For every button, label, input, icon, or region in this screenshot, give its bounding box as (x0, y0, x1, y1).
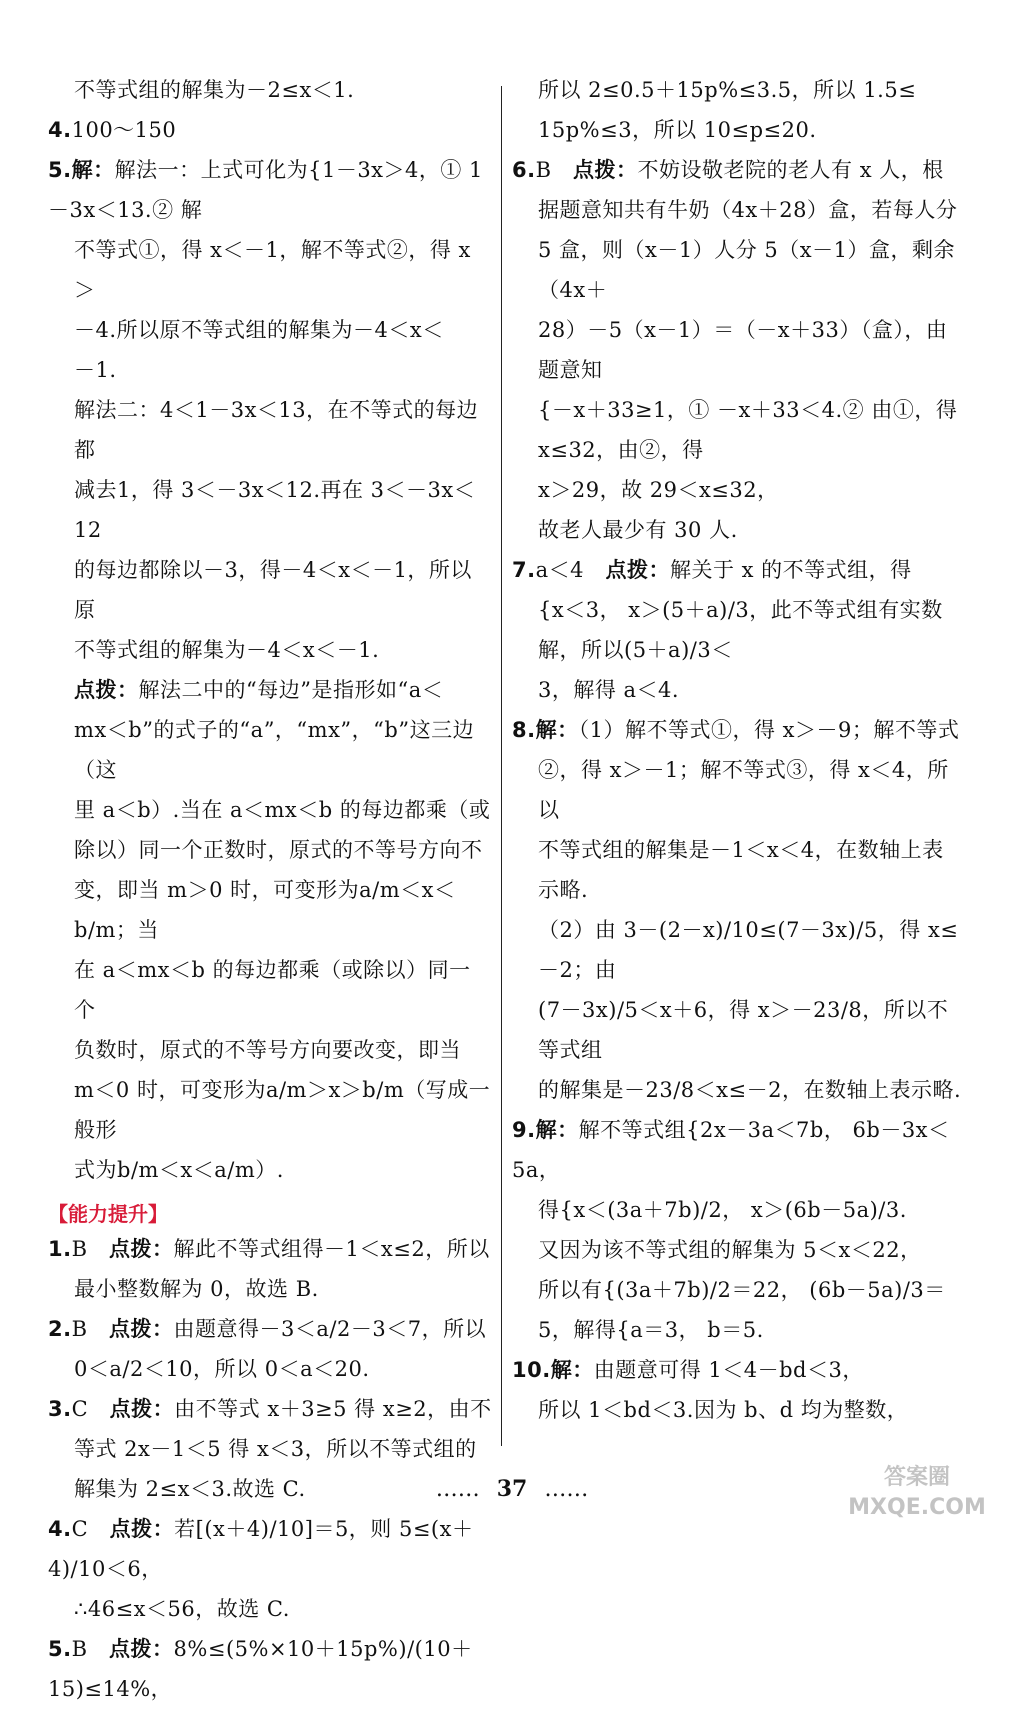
line-text: 负数时，原式的不等号方向要改变，即当 (74, 1038, 461, 1062)
page-number: 37 (496, 1476, 528, 1502)
text-line (48, 550, 492, 630)
line-text: 解法二中的“每边”是指形如“a＜ (138, 678, 444, 702)
text-line (48, 350, 492, 390)
text-line (48, 1269, 492, 1309)
keyword: 解： (550, 1357, 594, 1382)
line-text: 据题意知共有牛奶（4x＋28）盒，若每人分 (538, 198, 958, 222)
text-line (512, 1390, 962, 1430)
text-line (512, 310, 962, 390)
line-text: 解集为 2≤x＜3.故选 C. (74, 1477, 306, 1501)
line-text: 故老人最少有 30 人. (538, 518, 738, 542)
line-text: 不妨设敬老院的老人有 x 人，根 (637, 158, 944, 182)
item-number: 6. (512, 158, 536, 182)
text-line (48, 390, 492, 470)
line-text: B (535, 158, 574, 182)
keyword: 点拨： (74, 677, 139, 702)
text-line (48, 1349, 492, 1389)
line-text: (7－3x)/5＜x＋6，得 x＞－23/8，所以不等式组 (538, 998, 949, 1062)
line-text: C (71, 1397, 110, 1421)
text-line (48, 1070, 492, 1150)
line-text: 15p%≤3，所以 10≤p≤20. (538, 118, 817, 142)
line-text: 减去1，得 3＜－3x＜12.再在 3＜－3x＜12 (74, 478, 476, 542)
text-line (512, 150, 962, 190)
left-column (48, 70, 492, 1709)
keyword: 点拨： (109, 1516, 175, 1541)
text-line (48, 310, 492, 350)
line-text: mx＜b”的式子的“a”，“mx”，“b”这三边（这 (74, 718, 475, 782)
text-line (48, 630, 492, 670)
line-text: （2）由 3－(2－x)/10≤(7－3x)/5，得 x≤－2；由 (538, 918, 959, 982)
line-text: 解法二：4＜1－3x＜13，在不等式的每边都 (74, 398, 479, 462)
item-number: 1. (48, 1237, 72, 1261)
line-text: 3，解得 a＜4. (538, 678, 680, 702)
text-line (48, 1150, 492, 1190)
text-line (512, 1270, 962, 1350)
item-number: 4. (48, 118, 72, 142)
line-text: 所以 2≤0.5＋15p%≤3.5，所以 1.5≤ (538, 78, 917, 102)
footer-dots-right: …… (544, 1477, 589, 1502)
text-line (512, 750, 962, 830)
line-text: 不等式①，得 x＜－1，解不等式②，得 x＞ (74, 238, 471, 302)
line-text: 解法一：上式可化为{1－3x＞4，① 1－3x＜13.② 解 (48, 158, 483, 222)
line-text: ②，得 x＞－1；解不等式③，得 x＜4，所以 (538, 758, 949, 822)
line-text: 的每边都除以－3，得－4＜x＜－1，所以原 (74, 558, 472, 622)
footer-dots-left: …… (435, 1477, 480, 1502)
text-line (512, 1230, 962, 1270)
item-number: 7. (512, 558, 536, 582)
line-text: 变，即当 m＞0 时，可变形为a/m＜x＜b/m；当 (74, 878, 456, 942)
text-line (48, 670, 492, 710)
item-number: 4. (48, 1517, 72, 1541)
line-text: C (71, 1517, 110, 1541)
text-line (48, 110, 492, 150)
line-text: x＞29，故 29＜x≤32， (538, 478, 779, 502)
text-line (48, 150, 492, 230)
section-title: 【能力提升】 (48, 1202, 168, 1226)
text-line (512, 1350, 962, 1390)
text-line (48, 790, 492, 830)
text-line (48, 1229, 492, 1269)
keyword: 点拨： (109, 1236, 174, 1261)
text-line (512, 590, 962, 670)
line-text: 0＜a/2＜10，所以 0＜a＜20. (74, 1357, 370, 1381)
right-column (512, 70, 965, 1430)
keyword: 点拨： (109, 1396, 175, 1421)
text-line (512, 390, 965, 470)
text-line (512, 1070, 962, 1110)
line-text: 5 盒，则（x－1）人分 5（x－1）盒，剩余（4x＋ (538, 238, 955, 302)
text-line (48, 1509, 492, 1589)
line-text: B (71, 1637, 110, 1661)
line-text: 解此不等式组得－1＜x≤2，所以 (173, 1237, 490, 1261)
text-line (512, 990, 962, 1070)
keyword: 解： (71, 157, 115, 182)
keyword: 点拨： (109, 1636, 174, 1661)
line-text: {x＜3， x＞(5＋a)/3，此不等式组有实数解，所以(5＋a)/3＜ (538, 598, 943, 662)
text-line (512, 70, 962, 110)
line-text: 解关于 x 的不等式组，得 (669, 558, 912, 582)
text-line (48, 70, 492, 110)
watermark-logo (832, 1454, 1002, 1524)
text-line (512, 1110, 962, 1190)
text-line (48, 870, 492, 950)
line-text: （1）解不等式①，得 x＞－9；解不等式 (578, 718, 960, 742)
keyword: 解： (535, 1117, 579, 1142)
line-text: 得{x＜(3a＋7b)/2， x＞(6b－5a)/3. (538, 1198, 907, 1222)
line-text: 不等式组的解集为－4＜x＜－1. (74, 638, 380, 662)
text-line (512, 230, 962, 310)
line-text: 里 a＜b）.当在 a＜mx＜b 的每边都乘（或 (74, 798, 491, 822)
line-text: {－x＋33≥1，① －x＋33＜4.② 由①，得 x≤32，由②，得 (538, 398, 965, 462)
text-line (512, 550, 962, 590)
item-number: 2. (48, 1317, 72, 1341)
item-number: 3. (48, 1397, 72, 1421)
line-text: 不等式组的解集为－2≤x＜1. (74, 78, 355, 102)
line-text: 等式 2x－1＜5 得 x＜3，所以不等式组的 (74, 1437, 477, 1461)
line-text: 8%≤(5%×10＋15p%)/(10＋15)≤14%， (48, 1637, 473, 1701)
line-text: 100～150 (71, 118, 177, 142)
text-line (512, 670, 962, 710)
line-text: 示略. (538, 878, 589, 902)
text-line (48, 1429, 492, 1469)
text-line (48, 1589, 492, 1629)
text-line (512, 870, 962, 910)
item-number: 9. (512, 1118, 536, 1142)
text-line (512, 470, 962, 510)
text-line (48, 1309, 492, 1349)
text-line (48, 230, 492, 310)
keyword: 点拨： (109, 1316, 174, 1341)
line-text: ∴46≤x＜56，故选 C. (74, 1597, 290, 1621)
line-text: 所以有{(3a＋7b)/2＝22， (6b－5a)/3＝5，解得{a＝3， b＝5. (538, 1278, 946, 1342)
line-text: 不等式组的解集是－1＜x＜4，在数轴上表 (538, 838, 944, 862)
keyword: 点拨： (573, 157, 638, 182)
text-line (48, 1030, 492, 1070)
line-text: －1. (74, 358, 117, 382)
line-text: 在 a＜mx＜b 的每边都乘（或除以）同一个 (74, 958, 471, 1022)
item-number: 8. (512, 718, 536, 742)
line-text: 由不等式 x＋3≥5 得 x≥2，由不 (174, 1397, 492, 1421)
item-number: 5. (48, 1637, 72, 1661)
text-line (48, 1629, 492, 1709)
line-text: 的解集是－23/8＜x≤－2，在数轴上表示略. (538, 1078, 962, 1102)
text-line (512, 710, 962, 750)
line-text: 又因为该不等式组的解集为 5＜x＜22， (538, 1238, 922, 1262)
text-line (512, 510, 962, 550)
keyword: 点拨： (605, 557, 670, 582)
watermark-line2: MXQE.COM (848, 1495, 986, 1520)
line-text: －4.所以原不等式组的解集为－4＜x＜ (74, 318, 444, 342)
line-text: m＜0 时，可变形为a/m＞x＞b/m（写成一般形 (74, 1078, 491, 1142)
text-line (48, 830, 492, 870)
line-text: 由题意可得 1＜4－bd＜3， (593, 1358, 864, 1382)
text-line (48, 950, 492, 1030)
line-text: 28）－5（x－1）＝（－x＋33）（盒），由题意知 (538, 318, 948, 382)
text-line (48, 470, 492, 550)
line-text: 最小整数解为 0，故选 B. (74, 1277, 319, 1301)
item-number: 10. (512, 1358, 551, 1382)
watermark-line1: 答案圈 (883, 1465, 951, 1490)
text-line (512, 830, 962, 870)
column-divider (501, 86, 502, 1446)
line-text: B (71, 1237, 110, 1261)
text-line (512, 1190, 962, 1230)
text-line (48, 1389, 492, 1429)
text-line (512, 910, 962, 990)
keyword: 解： (535, 717, 579, 742)
text-line (512, 110, 962, 150)
item-number: 5. (48, 158, 72, 182)
text-line (512, 190, 962, 230)
line-text: a＜4 (535, 558, 606, 582)
line-text: B (71, 1317, 110, 1341)
line-text: 由题意得－3＜a/2－3＜7，所以 (173, 1317, 487, 1341)
line-text: 式为b/m＜x＜a/m）. (74, 1158, 284, 1182)
line-text: 除以）同一个正数时，原式的不等号方向不 (74, 838, 483, 862)
line-text: 解不等式组{2x－3a＜7b， 6b－3x＜5a， (512, 1118, 950, 1182)
line-text: 所以 1＜bd＜3.因为 b、d 均为整数， (538, 1398, 909, 1422)
line-text: 若[(x＋4)/10]＝5，则 5≤(x＋4)/10＜6， (48, 1517, 474, 1581)
text-line (48, 710, 492, 790)
